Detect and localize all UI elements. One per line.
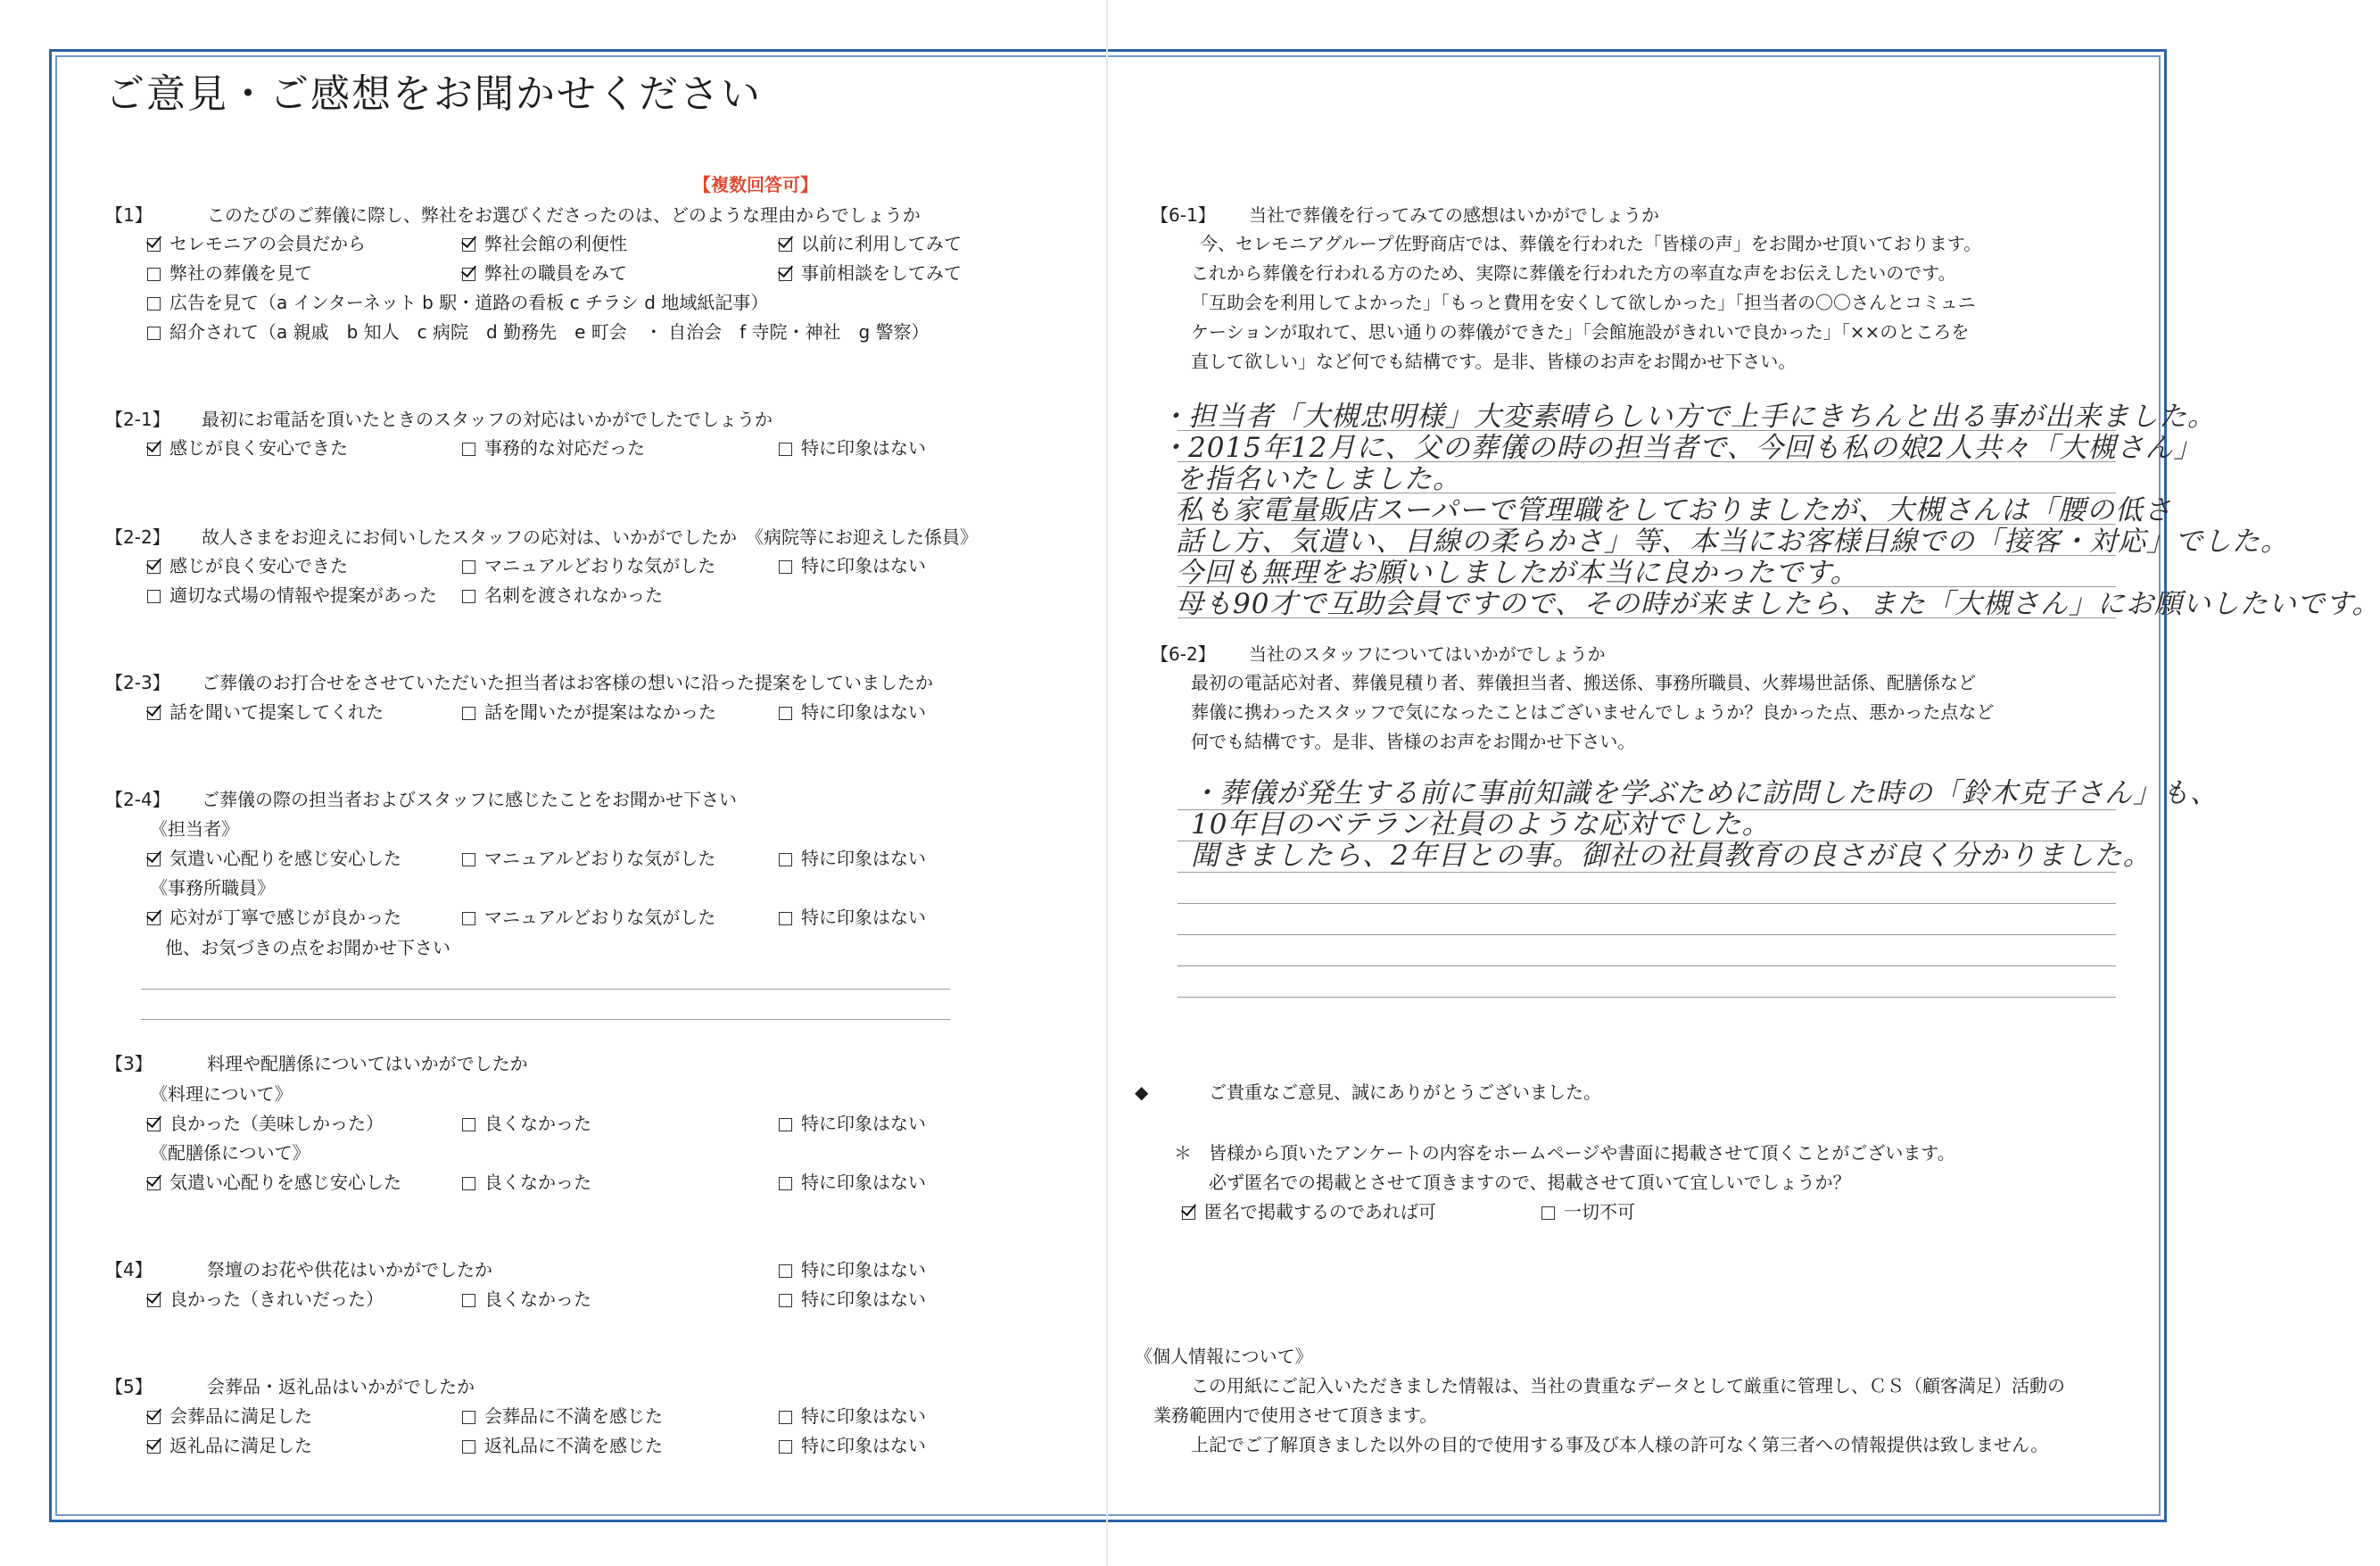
write-line[interactable] (141, 1019, 950, 1020)
q3-number: 【3】 (105, 1053, 153, 1074)
checkbox-checked[interactable] (147, 1440, 161, 1454)
checkbox-checked[interactable] (147, 707, 161, 720)
q2-1-option[interactable]: 特に印象はない (779, 437, 926, 459)
q1-text: このたびのご葬儀に際し、弊社をお選びくださったのは、どのような理由からでしょうか (207, 204, 921, 226)
q2-2-option[interactable]: マニュアルどおりな気がした (462, 555, 715, 576)
handwritten-comment: を指名いたしました。 (1176, 463, 1461, 495)
q1-option[interactable]: 弊社の職員をみて (462, 262, 627, 284)
q2-1-option[interactable]: 感じが良く安心できた (147, 437, 348, 459)
q3-option[interactable]: 良くなかった (462, 1172, 591, 1193)
checkbox-checked[interactable] (147, 1177, 161, 1190)
q6-1-desc: これから葬儀を行われる方のため、実際に葬儀を行われた方の率直な声をお伝えしたいのです。 (1191, 262, 1956, 284)
checkbox[interactable] (462, 560, 475, 574)
q1-number: 【1】 (105, 204, 153, 226)
checkbox[interactable] (1541, 1206, 1555, 1220)
checkbox[interactable] (779, 443, 792, 456)
handwritten-comment: 話し方、気遣い、目線の柔らかさ」等、本当にお客様目線での「接客・対応」でした。 (1176, 526, 2289, 558)
checkbox[interactable] (779, 1118, 792, 1131)
q4-option[interactable]: 特に印象はない (779, 1288, 926, 1310)
q6-1-number: 【6-1】 (1151, 204, 1216, 226)
checkbox[interactable] (147, 268, 161, 281)
q2-2-option[interactable]: 感じが良く安心できた (147, 555, 348, 576)
q2-4-option[interactable]: マニュアルどおりな気がした (462, 848, 715, 869)
q5-option[interactable]: 特に印象はない (779, 1405, 926, 1427)
checkbox[interactable] (462, 590, 475, 603)
privacy-text: 業務範囲内で使用させて頂きます。 (1153, 1404, 1438, 1426)
checkbox[interactable] (462, 1440, 475, 1454)
q2-3-number: 【2-3】 (105, 672, 170, 693)
q2-1-text: 最初にお電話を頂いたときのスタッフの対応はいかがでしたでしょうか (202, 409, 773, 430)
checkbox[interactable] (462, 1118, 475, 1131)
q2-4-option[interactable]: 気遣い心配りを感じ安心した (147, 848, 401, 869)
q3-sub-heading: 《配膳係について》 (150, 1142, 310, 1164)
handwritten-comment: 10年目のベテラン社員のような応対でした。 (1191, 808, 1771, 841)
checkbox[interactable] (462, 1411, 475, 1424)
q2-2-text: 故人さまをお迎えにお伺いしたスタッフの応対は、いかがでしたか 《病院等にお迎えした係員》 (202, 526, 978, 548)
checkbox-checked[interactable] (779, 238, 792, 252)
publish-option-anonymous[interactable]: 匿名で掲載するのであれば可 (1182, 1201, 1436, 1222)
checkbox[interactable] (147, 297, 161, 311)
page-title: ご意見・ご感想をお聞かせください (105, 71, 762, 117)
checkbox[interactable] (779, 1411, 792, 1424)
q5-option[interactable]: 返礼品に不満を感じた (462, 1435, 663, 1456)
q3-sub-heading: 《料理について》 (150, 1083, 293, 1105)
q4-option[interactable]: 良かった（きれいだった） (147, 1288, 384, 1310)
q2-4-other-prompt: 他、お気づきの点をお聞かせ下さい (165, 937, 450, 958)
q6-1-desc: 「互助会を利用してよかった」「もっと費用を安くして欲しかった」「担当者の〇〇さんとコミュニ (1191, 292, 1976, 313)
q6-1-desc: 直して欲しい」など何でも結構です。是非、皆様のお声をお聞かせ下さい。 (1191, 351, 1797, 372)
handwritten-comment: 今回も無理をお願いしましたが本当に良かったです。 (1176, 557, 1859, 589)
publish-option-refuse[interactable]: 一切不可 (1541, 1201, 1635, 1222)
q4-option[interactable]: 良くなかった (462, 1288, 591, 1310)
q2-4-number: 【2-4】 (105, 789, 170, 810)
checkbox[interactable] (462, 1177, 475, 1190)
q6-2-desc: 最初の電話応対者、葬儀見積り者、葬儀担当者、搬送係、事務所職員、火葬場世話係、配膳係など (1191, 672, 1976, 693)
checkbox[interactable] (779, 1440, 792, 1454)
q6-2-text: 当社のスタッフについてはいかがでしょうか (1249, 643, 1606, 665)
checkbox[interactable] (462, 707, 475, 720)
checkbox[interactable] (462, 853, 475, 866)
q2-4-option[interactable]: 特に印象はない (779, 907, 926, 928)
handwritten-comment: 私も家電量販店スーパーで管理職をしておりましたが、大槻さんは「腰の低さ (1176, 494, 2172, 526)
checkbox-checked[interactable] (147, 238, 161, 252)
q6-1-desc: 今、セレモニアグループ佐野商店では、葬儀を行われた「皆様の声」をお聞かせ頂いております。 (1200, 233, 1982, 254)
q5-text: 会葬品・返礼品はいかがでしたか (207, 1376, 475, 1397)
q5-number: 【5】 (105, 1376, 153, 1397)
q6-2-number: 【6-2】 (1151, 643, 1216, 665)
write-line[interactable] (141, 989, 950, 990)
q3-option[interactable]: 特に印象はない (779, 1113, 926, 1134)
q5-option[interactable]: 会葬品に不満を感じた (462, 1405, 663, 1427)
q1-option[interactable]: 事前相談をしてみて (779, 262, 962, 284)
q2-2-number: 【2-2】 (105, 526, 170, 548)
checkbox[interactable] (779, 707, 792, 720)
q6-2-desc: 葬儀に携わったスタッフで気になったことはございませんでしょうか？良かった点、悪かった点など (1191, 701, 1995, 723)
write-line[interactable] (1178, 903, 2116, 904)
checkbox-checked[interactable] (462, 268, 475, 281)
q2-4-option[interactable]: マニュアルどおりな気がした (462, 907, 715, 928)
checkbox[interactable] (147, 590, 161, 603)
q2-4-option[interactable]: 応対が丁寧で感じが良かった (147, 907, 401, 928)
q2-4-sub-heading: 《担当者》 (150, 818, 239, 840)
checkbox-checked[interactable] (1182, 1206, 1195, 1220)
write-line[interactable] (1178, 934, 2116, 935)
q1-option[interactable]: 紹介されて（a 親戚 b 知人 c 病院 d 勤務先 e 町会 ・ 自治会 f 寺院・神社 g 警察） (147, 321, 930, 343)
thanks-text: ご貴重なご意見、誠にありがとうございました。 (1209, 1081, 1601, 1103)
checkbox[interactable] (779, 1264, 792, 1278)
checkbox-checked[interactable] (147, 1118, 161, 1131)
checkbox[interactable] (779, 560, 792, 574)
write-line[interactable] (1178, 872, 2116, 873)
q2-2-option[interactable]: 名刺を渡されなかった (462, 584, 663, 606)
checkbox-checked[interactable] (147, 1411, 161, 1424)
privacy-text: 上記でご了解頂きました以外の目的で使用する事及び本人様の許可なく第三者への情報提供は致しません。 (1191, 1434, 2049, 1455)
write-line[interactable] (1178, 965, 2116, 966)
checkbox-checked[interactable] (147, 1294, 161, 1307)
checkbox-checked[interactable] (147, 560, 161, 574)
q2-4-option[interactable]: 特に印象はない (779, 848, 926, 869)
q2-1-number: 【2-1】 (105, 409, 170, 430)
handwritten-comment: 聞きましたら、2年目との事。御社の社員教育の良さが良く分かりました。 (1191, 840, 2152, 872)
checkbox[interactable] (779, 1177, 792, 1190)
q2-3-option[interactable]: 話を聞いたが提案はなかった (462, 701, 716, 723)
checkbox-checked[interactable] (779, 268, 792, 281)
handwritten-comment: ・葬儀が発生する前に事前知識を学ぶために訪問した時の「鈴木克子さん」も、 (1191, 777, 2219, 809)
center-fold (1106, 0, 1108, 1566)
q6-1-desc: ケーションが取れて、思い通りの葬儀ができた」「会館施設がきれいで良かった」「××のところを (1191, 321, 1970, 343)
q2-3-text: ご葬儀のお打合せをさせていただいた担当者はお客様の想いに沿った提案をしていましたか (202, 672, 933, 693)
asterisk-icon: ＊ (1174, 1142, 1192, 1164)
checkbox-checked[interactable] (147, 853, 161, 866)
checkbox[interactable] (462, 443, 475, 456)
q4-option[interactable]: 特に印象はない (779, 1259, 926, 1280)
q2-2-option[interactable]: 適切な式場の情報や提案があった (147, 584, 437, 606)
checkbox[interactable] (462, 912, 475, 925)
checkbox[interactable] (779, 853, 792, 866)
q5-option[interactable]: 特に印象はない (779, 1435, 926, 1456)
q2-3-option[interactable]: 話を聞いて提案してくれた (147, 701, 384, 723)
checkbox[interactable] (779, 1294, 792, 1307)
q4-number: 【4】 (105, 1259, 153, 1280)
diamond-icon: ◆ (1135, 1081, 1149, 1103)
q2-4-text: ご葬儀の際の担当者およびスタッフに感じたことをお聞かせ下さい (202, 789, 737, 810)
q5-option[interactable]: 返礼品に満足した (147, 1435, 312, 1456)
write-line[interactable] (1178, 997, 2116, 998)
q3-text: 料理や配膳係についてはいかがでしたか (207, 1053, 528, 1074)
checkbox[interactable] (147, 327, 161, 340)
publish-note: 皆様から頂いたアンケートの内容をホームページや書面に掲載させて頂くことがございます。 (1209, 1142, 1955, 1164)
checkbox[interactable] (779, 912, 792, 925)
handwritten-comment: 母も90才で互助会員ですので、その時が来ましたら、また「大槻さん」にお願いしたいです。 (1176, 588, 2380, 620)
q1-option[interactable]: 広告を見て（a インターネット b 駅・道路の看板 c チラシ d 地域紙記事） (147, 292, 768, 313)
q2-3-option[interactable]: 特に印象はない (779, 701, 926, 723)
handwritten-comment: ・2015年12月に、父の葬儀の時の担当者で、今回も私の娘2人共々「大槻さん」 (1160, 432, 2202, 464)
q6-2-desc: 何でも結構です。是非、皆様のお声をお聞かせ下さい。 (1191, 731, 1636, 752)
q4-text: 祭壇のお花や供花はいかがでしたか (207, 1259, 492, 1280)
q2-2-option[interactable]: 特に印象はない (779, 555, 926, 576)
multi-answer-note: 【複数回答可】 (693, 174, 818, 195)
checkbox-checked[interactable] (462, 238, 475, 252)
privacy-text: この用紙にご記入いただきました情報は、当社の貴重なデータとして厳重に管理し、ＣＳ（顧客満足）活動の (1191, 1375, 2065, 1396)
handwritten-comment: ・担当者「大槻忠明様」大変素晴らしい方で上手にきちんと出る事が出来ました。 (1160, 401, 2216, 433)
q2-1-option[interactable]: 事務的な対応だった (462, 437, 645, 459)
privacy-heading: 《個人情報について》 (1135, 1346, 1313, 1367)
q1-option[interactable]: 弊社会館の利便性 (462, 233, 627, 254)
q3-option[interactable]: 良くなかった (462, 1113, 591, 1134)
q5-option[interactable]: 会葬品に満足した (147, 1405, 312, 1427)
q3-option[interactable]: 気遣い心配りを感じ安心した (147, 1172, 401, 1193)
checkbox-checked[interactable] (147, 443, 161, 456)
q3-option[interactable]: 特に印象はない (779, 1172, 926, 1193)
q2-4-sub-heading: 《事務所職員》 (150, 877, 275, 899)
checkbox-checked[interactable] (147, 912, 161, 925)
q6-1-text: 当社で葬儀を行ってみての感想はいかがでしょうか (1249, 204, 1659, 226)
publish-note: 必ず匿名での掲載とさせて頂きますので、掲載させて頂いて宜しいでしょうか？ (1209, 1172, 1851, 1193)
checkbox[interactable] (462, 1294, 475, 1307)
q1-option[interactable]: 以前に利用してみて (779, 233, 962, 254)
q3-option[interactable]: 良かった（美味しかった） (147, 1113, 384, 1134)
q1-option[interactable]: 弊社の葬儀を見て (147, 262, 312, 284)
q1-option[interactable]: セレモニアの会員だから (147, 233, 366, 254)
